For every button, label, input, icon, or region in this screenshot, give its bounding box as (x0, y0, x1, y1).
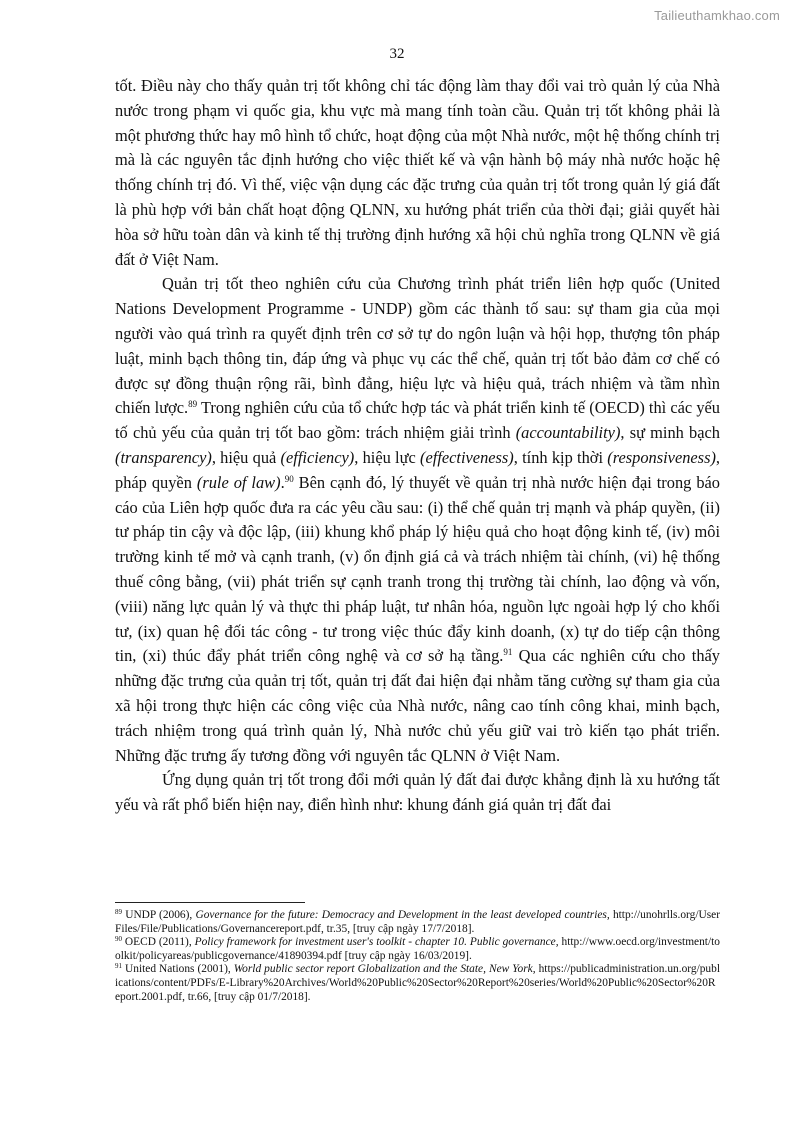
term-efficiency: (efficiency) (280, 447, 355, 467)
text-run: , sự minh bạch (620, 423, 720, 443)
footnote-source[interactable]: http://www.oecd.org/investment/toolkit/policyareas/publicgovernance/41890394.pdf [truy cập ngày 16/03/2019]. (115, 936, 720, 962)
paragraph-1: tốt. Điều này cho thấy quản trị tốt không chỉ tác động làm thay đổi vai trò quản lý của Nhà nước trong phạm vi quốc gia, khu vực mà mang tính toàn cầu. Quản trị tốt không phải là một phương thức hay mô hình tổ chức, hoạt động của một Nhà nước, một hệ thống chính trị mà là các nguyên tắc định hướng cho việc thiết kế và vận hành bộ máy nhà nước hoặc hệ thống chính trị đó. Vì thế, việc vận dụng các đặc trưng của quản trị tốt trong quản lý giá đất là phù hợp với bản chất hoạt động QLNN, xu hướng phát triển của thời đại; giải quyết hài hòa sở hữu toàn dân và kinh tế thị trường định hướng xã hội chủ nghĩa trong QLNN về giá đất ở Việt Nam. (115, 76, 720, 269)
footnote-source[interactable]: https://publicadministration.un.org/publications/content/PDFs/E-Library%20Archives/World%20Public%20Sector%20Report%20series/World%20Public%20Sector%20Report.2001.pdf, tr.66, [truy cập 01/7/2018]. (115, 963, 720, 1003)
footnotes (115, 909, 720, 1004)
footnote-title: Governance for the future: Democracy and Development in the least developed countries, (195, 909, 610, 921)
site-watermark: Tailieuthamkhao.com (654, 8, 780, 23)
footnote-ref-91[interactable]: 91 (503, 647, 513, 658)
text-run: Qua các nghiên cứu cho thấy những đặc trưng của quản trị tốt, quản trị đất đai hiện đại nhằm tăng cường sự tham gia của xã hội trong thực hiện các công việc của Nhà nước, nâng cao tính công khai, minh bạch, trách nhiệm trong quá trình quản lý, Nhà nước chủ yếu giữ vai trò kiến tạo phát triển. Những đặc trưng ấy tương đồng với nguyên tắc QLNN ở Việt Nam. (115, 646, 720, 765)
term-transparency: (transparency) (115, 447, 212, 467)
footnote-source[interactable]: http://unohrlls.org/UserFiles/File/Publications/Governancereport.pdf, tr.35, [truy cập ngày 17/7/2018]. (115, 909, 720, 935)
term-accountability: (accountability) (515, 423, 621, 443)
footnote-89 (115, 909, 720, 936)
footnote-number: 89 (115, 908, 122, 916)
footnote-number: 90 (115, 935, 122, 944)
text-run: Bên cạnh đó, lý thuyết về quản trị nhà nước hiện đại trong báo cáo của Liên hợp quốc đưa ra các yêu cầu sau: (i) thể chế quản trị mạnh và pháp quyền, (ii) tư pháp tin cậy và độc lập, (iii) khung khổ pháp lý hiệu quả cho hoạt động kinh tế, (iv) môi trường kinh tế mở và cạnh tranh, (v) ổn định giá cả và trách nhiệm tài chính, (vi) hệ thống thuế công bằng, (vii) phát triển sự cạnh tranh trong thị trường tài chính, lao động và vốn, (viii) năng lực quản lý và thực thi pháp luật, tư nhân hóa, nguồn lực ngoài hợp lý cho khối tư, (ix) quan hệ đối tác công - tư trong việc thúc đẩy kinh doanh, (x) tự do tiếp cận thông tin, (xi) thúc đẩy phát triển công nghệ và cơ sở hạ tầng. (115, 472, 720, 666)
paragraph-2 (115, 272, 720, 768)
text-run: . (280, 472, 285, 492)
footnote-91 (115, 963, 720, 1004)
footnote-author: United Nations (2001), (122, 963, 234, 976)
text-run: Trong nghiên cứu của tổ chức hợp tác và phát triển kinh tế (OECD) thì các yếu tố chủ yếu của quản trị tốt bao gồm: trách nhiệm giải trình (115, 398, 720, 443)
term-effectiveness: (effectiveness) (420, 447, 514, 467)
footnote-90 (115, 936, 720, 963)
footnote-title: World public sector report Globalization and the State, New York, (233, 963, 536, 976)
text-run: , pháp quyền (115, 447, 721, 492)
footnote-ref-90[interactable]: 90 (284, 473, 294, 484)
paragraph-3: Ứng dụng quản trị tốt trong đổi mới quản lý đất đai được khẳng định là xu hướng tất yếu và rất phổ biến hiện nay, điển hình như: khung đánh giá quản trị đất đai (115, 770, 720, 815)
footnote-title: Policy framework for investment user's toolkit - chapter 10. Public governance, (194, 936, 559, 949)
body-text (115, 74, 720, 818)
text-run: , hiệu lực (354, 447, 421, 467)
text-run: , hiệu quả (211, 447, 281, 467)
text-run: , tính kịp thời (513, 447, 608, 467)
text-run: Quản trị tốt theo nghiên cứu của Chương trình phát triển liên hợp quốc (United Nations Development Programme - UNDP) gồm các thành tố sau: sự tham gia của mọi người vào quá trình ra quyết định trên cơ sở tự do ngôn luận và hội họp, thượng tôn pháp luật, minh bạch thông tin, đáp ứng và phục vụ các thể chế, quản trị tốt bảo đảm cơ chế có được sự đồng thuận rộng rãi, bình đẳng, hiệu lực và hiệu quả, trách nhiệm và tầm nhìn chiến lược. (115, 274, 720, 418)
footnote-number: 91 (115, 962, 122, 971)
footnote-separator (115, 902, 305, 903)
term-responsiveness: (responsiveness) (607, 447, 716, 467)
footnote-ref-89[interactable]: 89 (188, 399, 198, 410)
term-rule-of-law: (rule of law) (196, 472, 281, 492)
footnote-author: UNDP (2006), (122, 909, 196, 921)
footnote-author: OECD (2011), (122, 936, 195, 949)
page-number: 32 (389, 46, 405, 62)
